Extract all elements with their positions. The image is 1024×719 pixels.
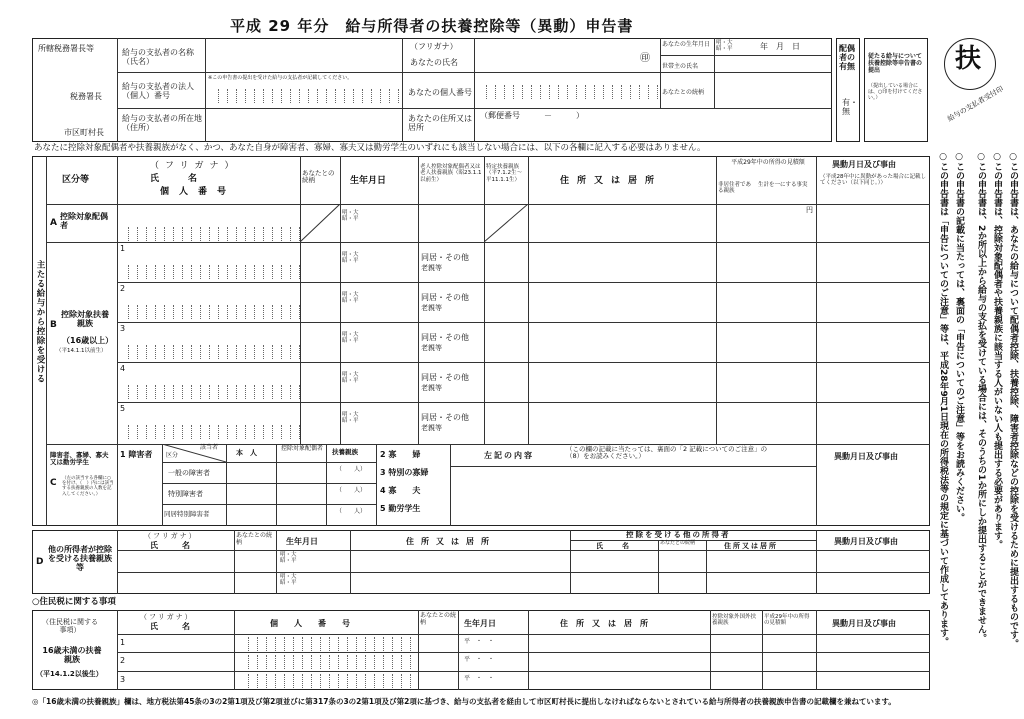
disabled-label: 1 障害者 [120, 450, 153, 459]
payer-number-note: ※この申告書の提出を受けた給与の支払者が記載してください。 [208, 75, 353, 81]
row-b-elderly-parent: 老親等 [421, 304, 442, 312]
d-birth: 生年月日 [286, 537, 318, 546]
row-b-era[interactable]: 明・大 昭・平 [342, 372, 359, 385]
row-b-cohabit[interactable]: 同居・その他 [421, 293, 469, 302]
r-income: 平成29年中の所得の見積額 [764, 614, 810, 627]
footnote: ◎「16歳未満の扶養親族」欄は、地方税法第45条の3の2第1項及び第2項並びに第317条の3の2第1項及び第2項に基づき、給与の支払者を経由して市区町村長に提出しなければならないとされている給与所得者の扶養親族申告書の記載欄を兼ねています。 [32, 697, 896, 706]
resident-item-number: 3 [120, 675, 126, 684]
d-name: 氏 名 [150, 541, 198, 550]
row-b-number-field[interactable] [120, 304, 300, 318]
your-address-label: あなたの住所又は居所 [408, 114, 472, 133]
side-note-3: ○この申告書は、2か所以上から給与の支払を受けている場合には、そのうちの1か所にしか提出することができません。 [976, 152, 986, 643]
widow[interactable]: 2 寡 婦 [380, 450, 421, 459]
r-relation: あなたとの続柄 [420, 612, 457, 626]
r-furigana: （フリガナ） [140, 613, 194, 621]
row-c-label: C [50, 478, 57, 488]
side-note-4: ○この申告書の記載に当たっては、裏面の「申告についてのご注意」等をお読みください。 [954, 152, 964, 522]
payer-name-label: 給与の支払者の名称（氏名） [122, 48, 194, 67]
resident-item-number: 2 [120, 656, 126, 665]
col-spouse: 控除対象配偶者 [280, 445, 323, 452]
persons-1[interactable]: （ 人） [336, 466, 367, 473]
row-c-title: 障害者、寡婦、寡夫又は勤労学生 [50, 451, 109, 467]
d-relation: あなたとの続柄 [236, 532, 273, 546]
row-b-item-number: 1 [120, 244, 126, 253]
cohabit-special: 同居特別障害者 [164, 510, 210, 518]
persons-2[interactable]: （ 人） [336, 487, 367, 494]
row-b-cohabit[interactable]: 同居・その他 [421, 373, 469, 382]
your-name-field[interactable] [475, 39, 659, 71]
row-b-era[interactable]: 明・大 昭・平 [342, 412, 359, 425]
c-change: 異動月日及び事由 [834, 452, 898, 461]
row-b-elderly-parent: 老親等 [421, 424, 442, 432]
row-b-sub: （16歳以上） [62, 336, 114, 345]
col-number: 個人番号 [160, 187, 237, 197]
main-section-label: 主たる給与から控除を受ける [35, 260, 45, 384]
content-label: 左記の内容 [484, 451, 534, 460]
payer-address-label: 給与の支払者の所在地（住所） [122, 114, 202, 133]
row-a-number[interactable] [120, 226, 300, 240]
col-support: 生計を一にする事実 [758, 182, 808, 188]
d-title: 他の所得者が控除を受ける扶養親族等 [48, 545, 112, 573]
side-note-2: ○この申告書は、控除対象配偶者や扶養親族に該当する人がいない人も提出する必要があります。 [992, 152, 1002, 549]
tax-office-label: 所轄税務署長等 [38, 44, 94, 53]
persons-3[interactable]: （ 人） [336, 508, 367, 515]
col-address: 住所又は居所 [560, 176, 663, 186]
receipt-stamp-text: 給与の支払者受付印 [946, 84, 1005, 124]
row-a-era[interactable]: 明・大 昭・平 [342, 210, 359, 223]
row-b-number-field[interactable] [120, 384, 300, 398]
col-cat: 区分 [166, 452, 179, 459]
d-op-relation: あなたとの続柄 [660, 540, 696, 546]
your-number-field[interactable] [478, 84, 658, 98]
payer-address-field[interactable] [206, 109, 401, 141]
form-title: 平成 29 年分 給与所得者の扶養控除等（異動）申告書 [230, 17, 634, 35]
col-income: 平成29年中の所得の見積額 [731, 159, 805, 166]
resident-item-number: 1 [120, 638, 126, 647]
row-b-era[interactable]: 明・大 昭・平 [342, 252, 359, 265]
col-specific: 特定扶養親族（平7.1.2生～平11.1.1生） [486, 164, 522, 183]
resident-sub: （平14.1.2以後生） [36, 670, 103, 678]
relation-label: あなたとの続柄 [662, 89, 705, 96]
your-number-label: あなたの個人番号 [408, 88, 472, 97]
col-birth: 生年月日 [350, 176, 387, 186]
row-b-elderly-parent: 老親等 [421, 344, 442, 352]
row-b-number-field[interactable] [120, 264, 300, 278]
r-birth: 生年月日 [464, 619, 496, 628]
row-b-label: B [50, 320, 57, 330]
content-note: （この欄の記載に当たっては、裏面の「2 記載についてのご注意」の（8）をお読みください。） [566, 445, 768, 461]
col-change-note: （平成28年中に異動があった場合に記載してください（以下同じ。）） [820, 174, 926, 187]
col-category: 区分等 [62, 175, 90, 185]
row-a-name: 控除対象配偶者 [60, 212, 108, 231]
resident-era[interactable]: 平 ・ ・ [464, 638, 495, 645]
col-change: 異動月日及び事由 [832, 160, 896, 169]
d-address: 住所又は居所 [406, 537, 496, 546]
birth-era: 明・大 昭・平 [716, 40, 733, 53]
resident-era[interactable]: 平 ・ ・ [464, 656, 495, 663]
resident-number-field[interactable] [240, 636, 411, 650]
row-b-item-number: 4 [120, 364, 126, 373]
general-disabled: 一般の障害者 [168, 469, 210, 477]
postal-code[interactable]: （郵便番号 － ） [480, 111, 584, 120]
r-number: 個人番号 [270, 619, 366, 628]
student[interactable]: 5 勤労学生 [380, 504, 421, 513]
r-name: 氏 名 [150, 622, 198, 631]
tax-office-suffix: 税務署長 [70, 92, 102, 101]
your-name-label: あなたの氏名 [410, 58, 458, 67]
row-b-cohabit[interactable]: 同居・その他 [421, 333, 469, 342]
row-b-elderly-parent: 老親等 [421, 264, 442, 272]
city-label: 市区町村長 [64, 128, 104, 137]
col-self: 本 人 [236, 449, 257, 457]
row-b-item-number: 3 [120, 324, 126, 333]
payer-number-field[interactable] [210, 88, 399, 102]
row-b-number-field[interactable] [120, 344, 300, 358]
row-b-item-number: 2 [120, 284, 126, 293]
col-dependent: 扶養親族 [332, 448, 358, 456]
col-relation: あなたとの続柄 [302, 169, 335, 185]
d-label: D [36, 557, 44, 567]
row-b-item-number: 5 [120, 404, 126, 413]
col-elderly: 老人控除対象配偶者又は老人扶養親族（昭23.1.1以前生） [420, 164, 482, 183]
r-address: 住所又は居所 [560, 619, 656, 628]
widower[interactable]: 4 寡 夫 [380, 486, 421, 495]
row-b-cohabit[interactable]: 同居・その他 [421, 413, 469, 422]
row-a-relation-slash [300, 204, 340, 242]
birth-ymd[interactable]: 年 月 日 [760, 42, 800, 51]
spouse-label: 配偶者の有無 [839, 44, 855, 72]
resident-label: （住民税に関する事項） [42, 618, 98, 635]
main-table [32, 156, 930, 526]
row-a-yen: 円 [806, 206, 813, 214]
row-b-sub2: （平14.1.1以前生） [56, 348, 107, 354]
row-c-note: （左の該当する各欄に○を付け、（ ）内には該当する扶養親族の人数を記入してください。） [62, 476, 114, 497]
row-b-cohabit[interactable]: 同居・その他 [421, 253, 469, 262]
furigana-label: （フリガナ） [410, 42, 458, 51]
resident-era[interactable]: 平 ・ ・ [464, 675, 495, 682]
d-era-1[interactable]: 明・大 昭・平 [280, 552, 297, 565]
col-applicable: 該当者 [200, 444, 219, 451]
row-b-elderly-parent: 老親等 [421, 384, 442, 392]
d-furigana: （フリガナ） [144, 532, 198, 540]
d-change: 異動月日及び事由 [834, 537, 898, 546]
row-b-number-field[interactable] [120, 424, 300, 438]
special-widow[interactable]: 3 特別の寡婦 [380, 468, 429, 477]
side-note-1: ○この申告書は、あなたの給与について配偶者控除、扶養控除、障害者控除などの控除を受けるために提出するものです。 [1008, 152, 1018, 648]
payer-name-field[interactable] [206, 39, 401, 71]
notice-text: あなたに控除対象配偶者や扶養親族がなく、かつ、あなた自身が障害者、寡婦、寡夫又は勤労学生のいずれにも該当しない場合には、以下の各欄に記入する必要はありません。 [34, 143, 706, 153]
other-income-note: 従たる給与について扶養控除等申告書の提出 [868, 53, 923, 74]
seal-mark: ㊞ [640, 53, 650, 64]
d-op-address: 住所又は居所 [724, 542, 778, 550]
d-era-2[interactable]: 明・大 昭・平 [280, 574, 297, 587]
side-note-5: ○この申告書は「申告についてのご注意」等は、平成28年9月1日現在の所得税法等の規定に基づいて作成してあります。 [938, 152, 948, 647]
col-furigana: （フリガナ） [150, 161, 240, 171]
row-a-label: A [50, 218, 57, 228]
row-b-era[interactable]: 明・大 昭・平 [342, 332, 359, 345]
row-b-era[interactable]: 明・大 昭・平 [342, 292, 359, 305]
col-name: 氏 名 [150, 174, 208, 184]
row-a-specific-slash [484, 204, 528, 242]
special-disabled: 特別障害者 [168, 490, 203, 498]
birth-label: あなたの生年月日 [662, 41, 711, 48]
d-op-name: 氏 名 [596, 542, 635, 550]
d-other-person: 控除を受ける他の所得者 [626, 530, 731, 539]
r-change: 異動月日及び事由 [832, 619, 896, 628]
resident-title: 16歳未満の扶養親族 [42, 646, 102, 665]
col-nonresident: 非居住者である親族 [718, 182, 752, 195]
other-income-sub: （提出している場合には、○印を付けてください。） [868, 83, 923, 101]
r-overseas: 控除対象外国外扶養親族 [712, 614, 757, 627]
payer-number-label: 給与の支払者の法人（個人）番号 [122, 82, 194, 101]
spouse-value[interactable]: 有・無 [842, 98, 858, 117]
household-head-label: 世帯主の氏名 [662, 63, 699, 70]
row-b-name: 控除対象扶養親族 [61, 310, 109, 329]
fu-stamp-char: 扶 [955, 44, 982, 74]
resident-number-field[interactable] [240, 654, 411, 668]
resident-number-field[interactable] [240, 673, 411, 687]
side-notes [936, 152, 1020, 692]
resident-heading: ○住民税に関する事項 [32, 597, 116, 607]
